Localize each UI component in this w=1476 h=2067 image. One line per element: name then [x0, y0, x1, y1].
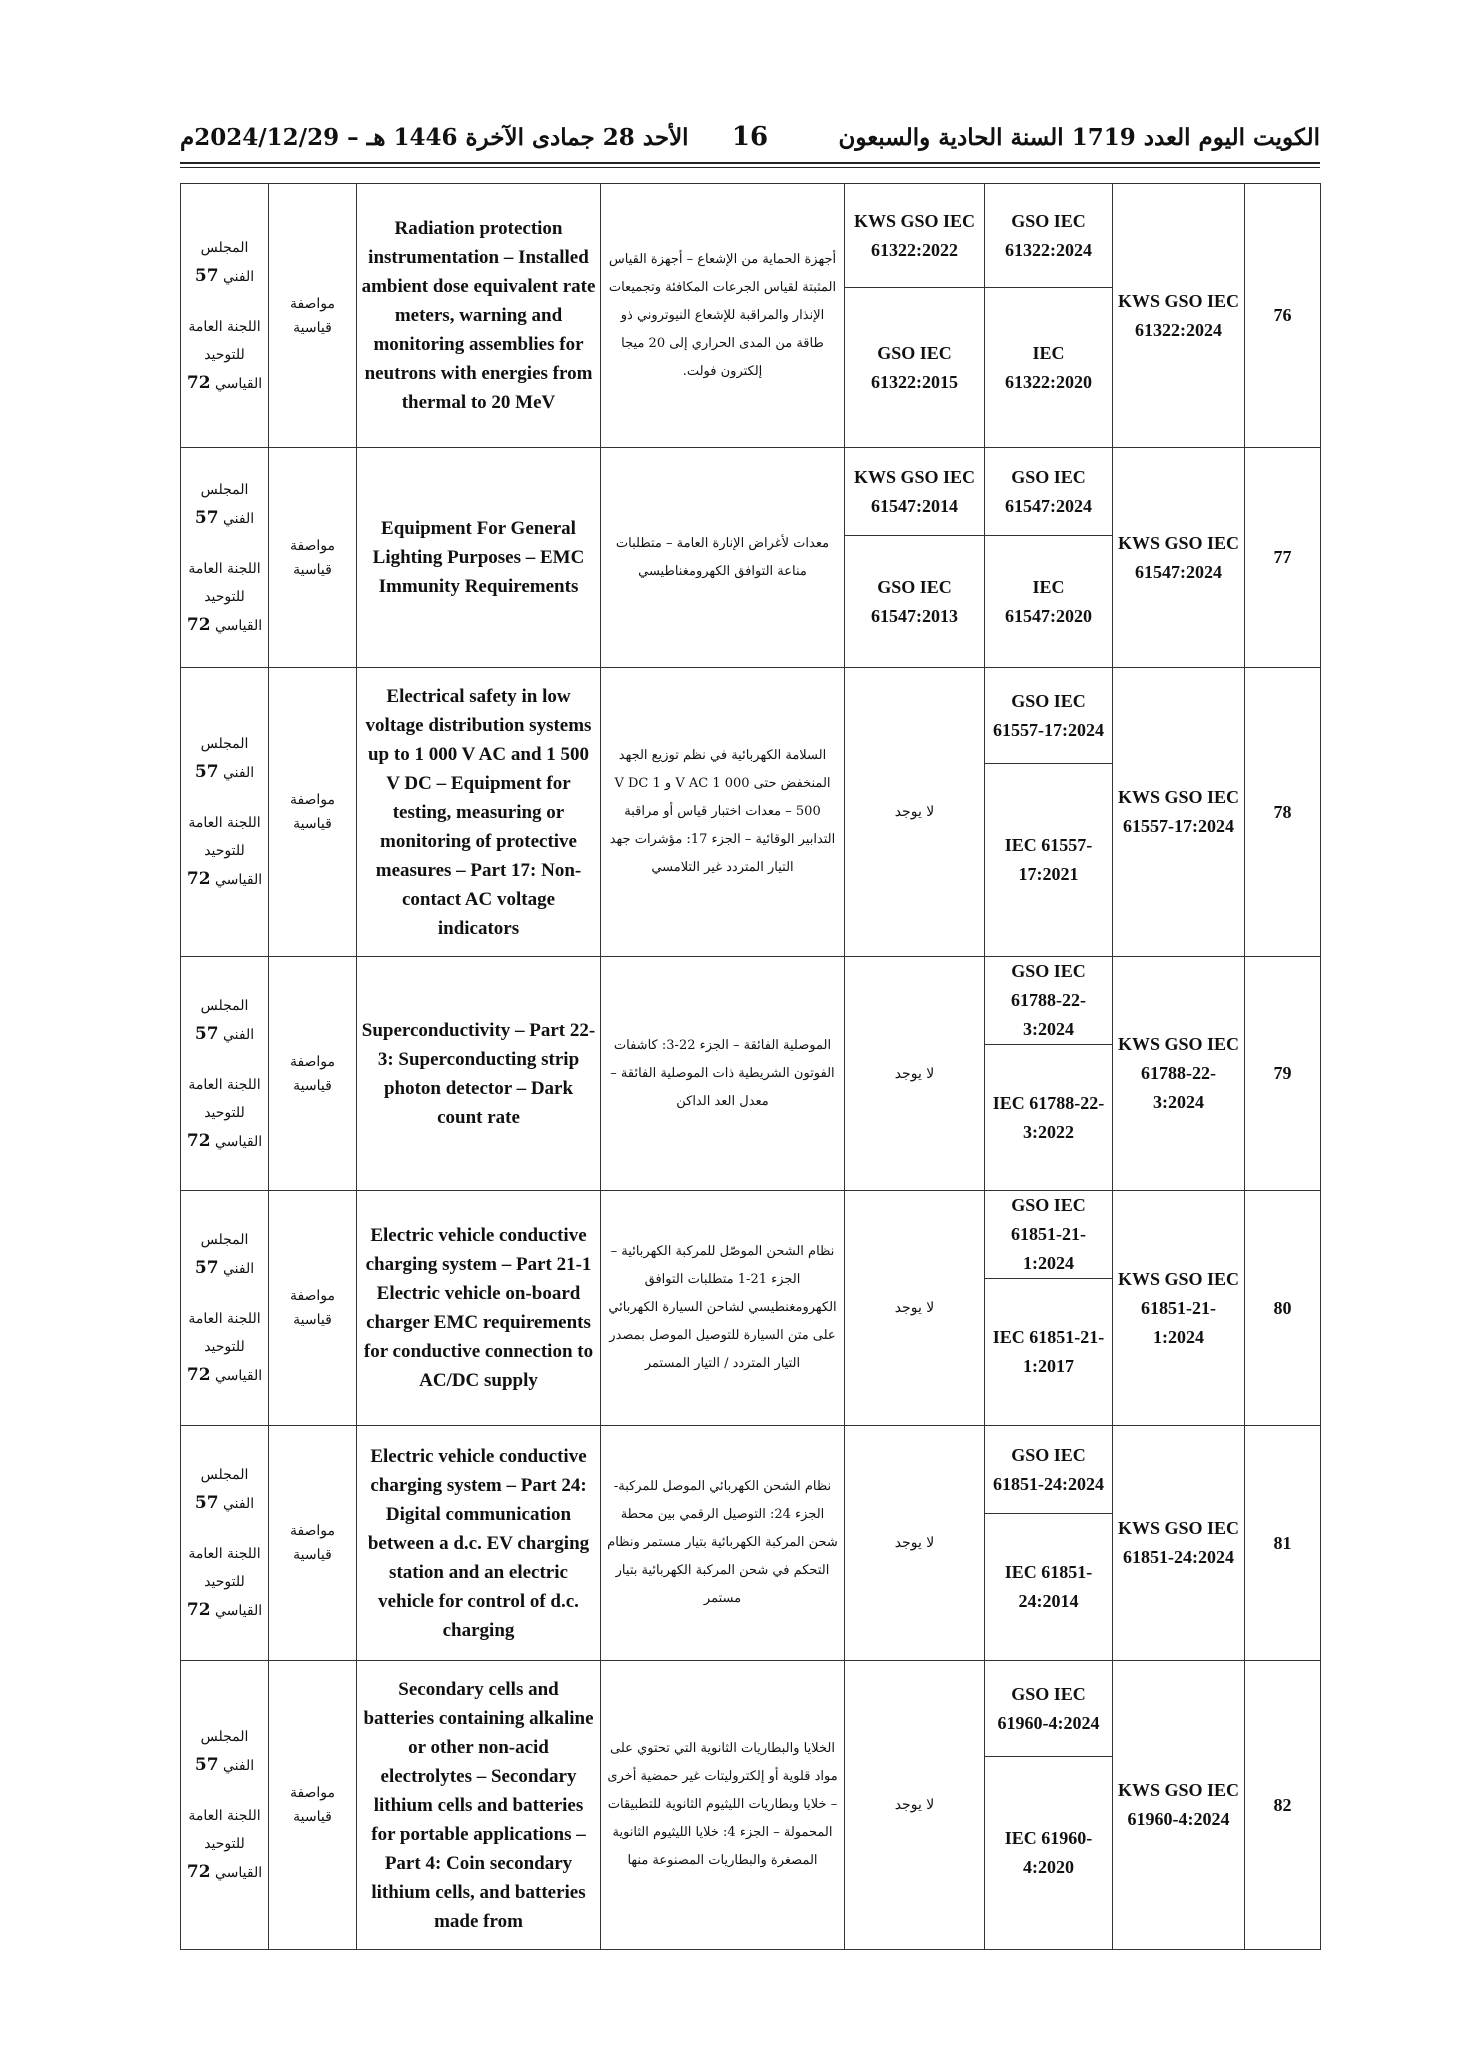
iec-standard-cell: IEC 61547:2020 — [985, 536, 1113, 668]
council-1-number: 57 — [194, 265, 219, 286]
iec-standard-cell: IEC 61322:2020 — [985, 288, 1113, 448]
previous-standard-none: لا يوجد — [845, 1426, 985, 1661]
row-number-cell: 82 — [1245, 1661, 1321, 1950]
council-1-label: المجلس الفني — [200, 1729, 255, 1774]
gso-standard-cell: GSO IEC 61557-17:2024 — [985, 668, 1113, 764]
council-1-label: المجلس الفني — [200, 736, 255, 781]
kws-standard-cell: KWS GSO IEC 61557-17:2024 — [1113, 668, 1245, 957]
council-1-number: 57 — [194, 1755, 219, 1775]
previous-standard-none: لا يوجد — [845, 1191, 985, 1426]
council-2-label: اللجنة العامة للتوحيد القياسي — [188, 1076, 263, 1150]
gso-standard-cell: GSO IEC 61960-4:2024 — [985, 1661, 1113, 1757]
english-title-cell: Electric vehicle conductive charging system – Part 21-1 Electric vehicle on-board charger EMC requirements for conductive connection to AC/DC supply — [357, 1191, 601, 1426]
arabic-title-cell: الخلايا والبطاريات الثانوية التي تحتوي على مواد قلوية أو إلكتروليتات غير حمضية أخرى – خلايا وبطاريات الليثيوم الثانوية للتطبيقات المحمولة – الجزء 4: خلايا الليثيوم الثانوية المصغرة والبطاريات المصنوعة منها — [601, 1661, 845, 1950]
council-2-number: 72 — [186, 1130, 211, 1151]
table-row — [181, 1191, 1321, 1279]
page-header — [180, 120, 1320, 164]
arabic-title-cell: السلامة الكهربائية في نظم توزيع الجهد المنخفض حتى V AC 1 000 و V DC 1 500 – معدات اختبار قياس أو مراقبة التدابير الوقائية – الجزء 17: مؤشرات جهد التيار المتردد غير التلامسي — [601, 668, 845, 957]
issue-date: الأحد 28 جمادى الآخرة 1446 هـ – 2024/12/29م — [180, 124, 689, 151]
kws-standard-cell: KWS GSO IEC 61547:2024 — [1113, 448, 1245, 668]
row-number-cell: 78 — [1245, 668, 1321, 957]
council-1-number: 57 — [194, 507, 219, 528]
kws-standard-cell: KWS GSO IEC 61322:2024 — [1113, 184, 1245, 448]
row-number-cell: 81 — [1245, 1426, 1321, 1661]
council-cell — [181, 1191, 269, 1426]
english-title-cell: Secondary cells and batteries containing alkaline or other non-acid electrolytes – Secondary lithium cells and batteries for portable applications – Part 4: Coin secondary lithium cells, and batteries made from — [357, 1661, 601, 1950]
row-number-cell: 80 — [1245, 1191, 1321, 1426]
council-cell — [181, 184, 269, 448]
council-2-number: 72 — [186, 1862, 211, 1882]
council-cell — [181, 1661, 269, 1950]
arabic-title-cell: نظام الشحن الكهربائي الموصل للمركبة- الجزء 24: التوصيل الرقمي بين محطة شحن المركبة الكهربائية بتيار مستمر ونظام التحكم في شحن المركبة الكهربائية بتيار مستمر — [601, 1426, 845, 1661]
council-2-label: اللجنة العامة للتوحيد القياسي — [188, 1311, 263, 1384]
english-title-cell: Superconductivity – Part 22-3: Superconducting strip photon detector – Dark count rate — [357, 957, 601, 1191]
doc-type-cell: مواصفة قياسية — [269, 448, 357, 668]
council-1-label: المجلس الفني — [200, 997, 255, 1043]
council-2-number: 72 — [186, 1365, 211, 1385]
gso-standard-cell: GSO IEC 61851-24:2024 — [985, 1426, 1113, 1514]
council-1-number: 57 — [194, 1023, 219, 1044]
gazette-issue-title: الكويت اليوم العدد 1719 السنة الحادية والسبعون — [838, 124, 1320, 151]
previous-standard-none: لا يوجد — [845, 1661, 985, 1950]
council-cell — [181, 1426, 269, 1661]
council-1-label: المجلس الفني — [200, 1467, 255, 1512]
council-cell — [181, 668, 269, 957]
doc-type-cell: مواصفة قياسية — [269, 957, 357, 1191]
iec-standard-cell: IEC 61788-22-3:2022 — [985, 1045, 1113, 1191]
page-number: 16 — [731, 122, 769, 152]
table-row — [181, 1661, 1321, 1757]
english-title-cell: Equipment For General Lighting Purposes – EMC Immunity Requirements — [357, 448, 601, 668]
table-row — [181, 184, 1321, 288]
previous-standard-none: لا يوجد — [845, 957, 985, 1191]
row-number-cell: 77 — [1245, 448, 1321, 668]
gso-standard-cell: GSO IEC 61851-21-1:2024 — [985, 1191, 1113, 1279]
council-1-label: المجلس الفني — [200, 239, 255, 285]
english-title-cell: Radiation protection instrumentation – Installed ambient dose equivalent rate meters, warning and monitoring assemblies for neutrons with energies from thermal to 20 MeV — [357, 184, 601, 448]
arabic-title-cell: معدات لأغراض الإنارة العامة – متطلبات مناعة التوافق الكهرومغناطيسي — [601, 448, 845, 668]
council-2-number: 72 — [186, 869, 211, 889]
kws-standard-cell: KWS GSO IEC 61960-4:2024 — [1113, 1661, 1245, 1950]
kws-standard-cell: KWS GSO IEC 61851-24:2024 — [1113, 1426, 1245, 1661]
previous-standard-top: KWS GSO IEC 61322:2022 — [845, 184, 985, 288]
table-row — [181, 448, 1321, 536]
header-rule-thin — [180, 167, 1320, 168]
previous-standard-bottom: GSO IEC 61547:2013 — [845, 536, 985, 668]
gso-standard-cell: GSO IEC 61788-22-3:2024 — [985, 957, 1113, 1045]
council-2-number: 72 — [186, 614, 211, 635]
iec-standard-cell: IEC 61557-17:2021 — [985, 764, 1113, 957]
arabic-title-cell: أجهزة الحماية من الإشعاع – أجهزة القياس المثبتة لقياس الجرعات المكافئة وتجميعات الإنذار والمراقبة للإشعاع النيوتروني ذو طاقة من المدى الحراري إلى 20 ميجا إلكترون فولت. — [601, 184, 845, 448]
council-cell — [181, 957, 269, 1191]
header-rule — [180, 162, 1320, 164]
previous-standard-top: KWS GSO IEC 61547:2014 — [845, 448, 985, 536]
iec-standard-cell: IEC 61851-21-1:2017 — [985, 1279, 1113, 1426]
council-1-number: 57 — [194, 762, 219, 782]
council-2-label: اللجنة العامة للتوحيد القياسي — [188, 1546, 263, 1619]
standards-table — [180, 183, 1321, 1950]
previous-standard-bottom: GSO IEC 61322:2015 — [845, 288, 985, 448]
english-title-cell: Electrical safety in low voltage distribution systems up to 1 000 V AC and 1 500 V DC – Equipment for testing, measuring or monitoring of protective measures – Part 17: Non-contact AC voltage indicators — [357, 668, 601, 957]
kws-standard-cell: KWS GSO IEC 61851-21-1:2024 — [1113, 1191, 1245, 1426]
table-row — [181, 1426, 1321, 1514]
council-2-label: اللجنة العامة للتوحيد القياسي — [188, 560, 263, 634]
council-2-number: 72 — [186, 372, 211, 393]
gso-standard-cell: GSO IEC 61322:2024 — [985, 184, 1113, 288]
doc-type-cell: مواصفة قياسية — [269, 668, 357, 957]
council-1-label: المجلس الفني — [200, 481, 255, 527]
arabic-title-cell: نظام الشحن الموصّل للمركبة الكهربائية – الجزء 21-1 متطلبات التوافق الكهرومغنطيسي لشاحن السيارة الكهربائي على متن السيارة للتوصيل الموصل بمصدر التيار المتردد / التيار المستمر — [601, 1191, 845, 1426]
kws-standard-cell: KWS GSO IEC 61788-22-3:2024 — [1113, 957, 1245, 1191]
council-2-label: اللجنة العامة للتوحيد القياسي — [188, 318, 263, 392]
gso-standard-cell: GSO IEC 61547:2024 — [985, 448, 1113, 536]
council-2-label: اللجنة العامة للتوحيد القياسي — [188, 815, 263, 888]
iec-standard-cell: IEC 61960-4:2020 — [985, 1757, 1113, 1950]
english-title-cell: Electric vehicle conductive charging system – Part 24: Digital communication between a d.c. EV charging station and an electric vehicle for control of d.c. charging — [357, 1426, 601, 1661]
council-1-label: المجلس الفني — [200, 1232, 255, 1277]
council-1-number: 57 — [194, 1493, 219, 1513]
council-2-number: 72 — [186, 1600, 211, 1620]
table-row — [181, 668, 1321, 764]
doc-type-cell: مواصفة قياسية — [269, 184, 357, 448]
doc-type-cell: مواصفة قياسية — [269, 1191, 357, 1426]
arabic-title-cell: الموصلية الفائقة – الجزء 22-3: كاشفات الفوتون الشريطية ذات الموصلية الفائقة – معدل العد الداكن — [601, 957, 845, 1191]
doc-type-cell: مواصفة قياسية — [269, 1661, 357, 1950]
council-1-number: 57 — [194, 1258, 219, 1278]
doc-type-cell: مواصفة قياسية — [269, 1426, 357, 1661]
previous-standard-none: لا يوجد — [845, 668, 985, 957]
row-number-cell: 79 — [1245, 957, 1321, 1191]
row-number-cell: 76 — [1245, 184, 1321, 448]
council-cell — [181, 448, 269, 668]
council-2-label: اللجنة العامة للتوحيد القياسي — [188, 1808, 263, 1881]
table-row — [181, 957, 1321, 1045]
iec-standard-cell: IEC 61851-24:2014 — [985, 1514, 1113, 1661]
